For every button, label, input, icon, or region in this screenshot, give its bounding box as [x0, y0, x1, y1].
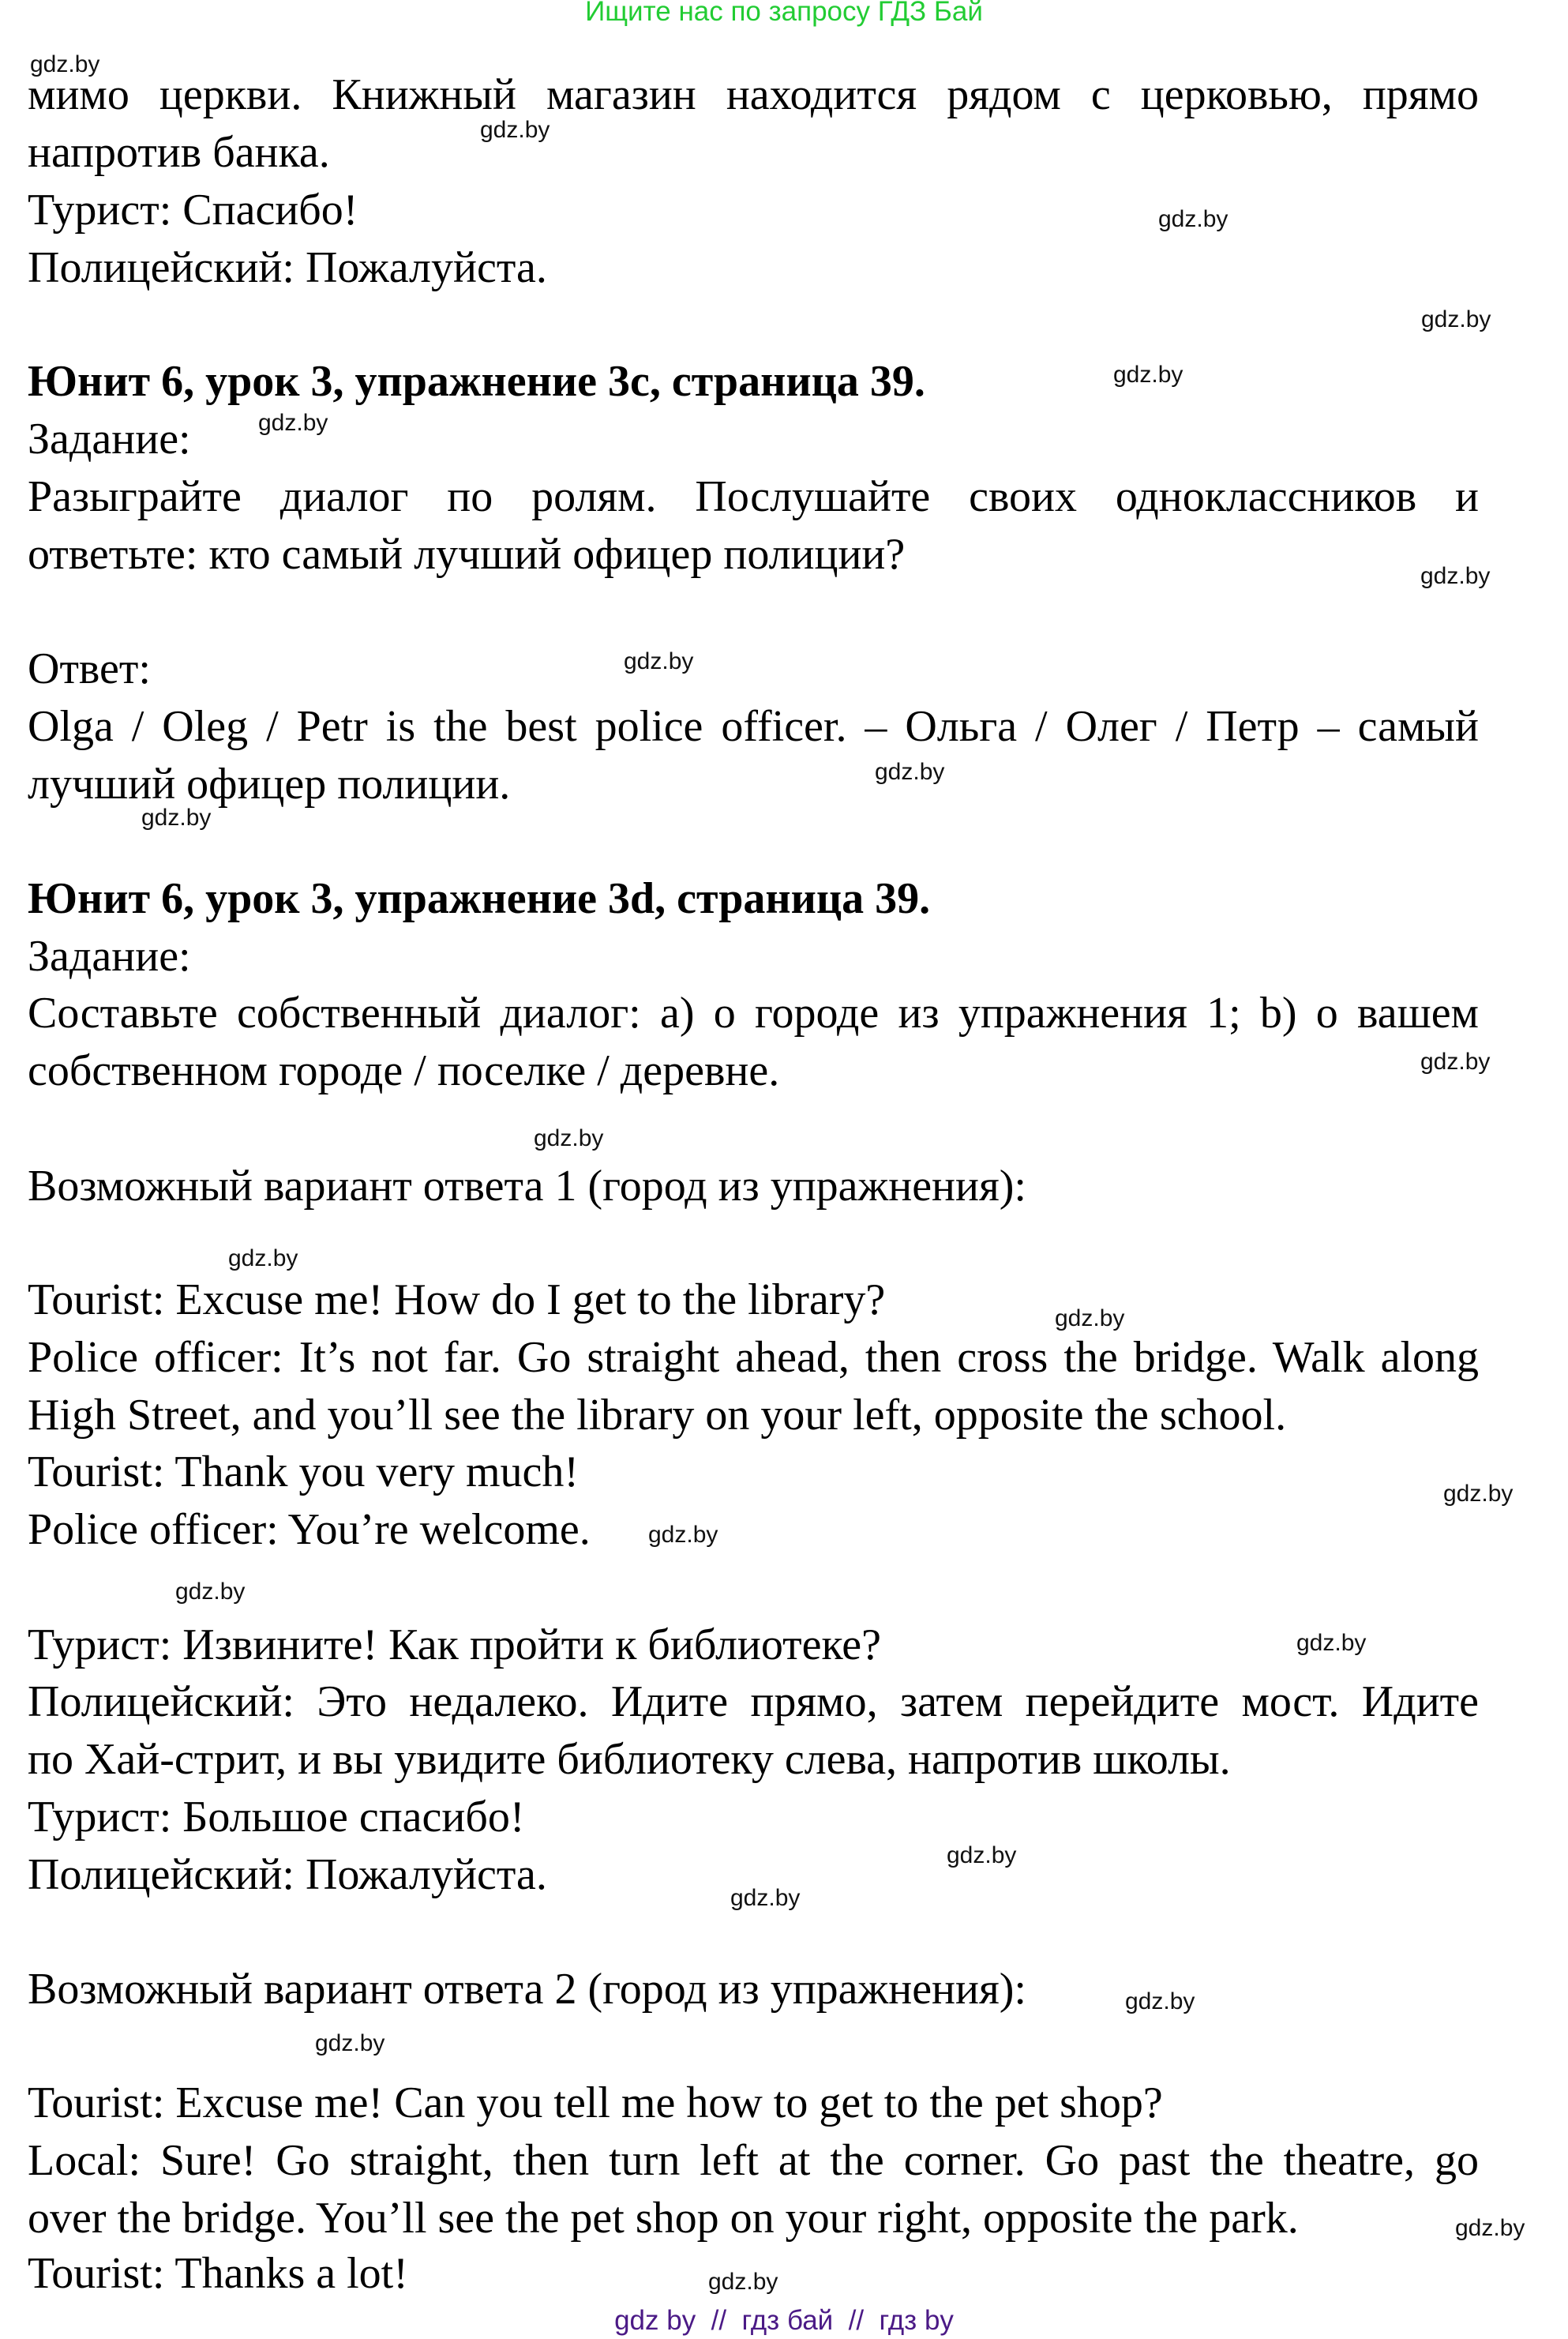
dialogue-line: Полицейский: Пожалуйста. — [28, 243, 547, 292]
watermark: gdz.by — [258, 410, 328, 436]
watermark: gdz.by — [875, 759, 945, 785]
search-banner: Ищите нас по запросу ГДЗ Бай — [585, 0, 983, 27]
dialogue-line: over the bridge. You’ll see the pet shop on your right, opposite the park. — [28, 2194, 1299, 2243]
dialogue-line: Полицейский: Пожалуйста. — [28, 1850, 547, 1899]
task-text-line: собственном городе / поселке / деревне. — [28, 1046, 780, 1095]
task-label: Задание: — [28, 932, 191, 981]
watermark: gdz.by — [1455, 2215, 1525, 2241]
watermark: gdz.by — [30, 51, 100, 77]
watermark: gdz.by — [175, 1579, 246, 1605]
watermark: gdz.by — [1443, 1481, 1514, 1507]
answer-label: Ответ: — [28, 644, 151, 693]
footer-links: gdz by // гдз бай // гдз by — [614, 2305, 954, 2336]
exercise-heading-3d: Юнит 6, урок 3, упражнение 3d, страница 39. — [28, 874, 931, 923]
watermark: gdz.by — [947, 1842, 1017, 1868]
dialogue-line: Турист: Спасибо! — [28, 186, 358, 235]
dialogue-line: по Хай-стрит, и вы увидите библиотеку слева, напротив школы. — [28, 1735, 1231, 1784]
dialogue-line: Полицейский: Это недалеко. Идите прямо, затем перейдите мост. Идите — [28, 1677, 1479, 1726]
watermark: gdz.by — [1125, 1988, 1195, 2014]
watermark: gdz.by — [1420, 1049, 1491, 1075]
dialogue-line: Tourist: Thank you very much! — [28, 1447, 580, 1496]
watermark: gdz.by — [141, 805, 212, 831]
variant-2-label: Возможный вариант ответа 2 (город из упражнения): — [28, 1965, 1026, 2014]
dialogue-line: High Street, and you’ll see the library on your left, opposite the school. — [28, 1391, 1287, 1440]
paragraph-line: напротив банка. — [28, 128, 330, 177]
exercise-heading-3c: Юнит 6, урок 3, упражнение 3c, страница 39. — [28, 357, 925, 406]
watermark: gdz.by — [480, 117, 550, 143]
watermark: gdz.by — [534, 1125, 604, 1151]
task-text-line: ответьте: кто самый лучший офицер полиции? — [28, 530, 906, 579]
variant-1-label: Возможный вариант ответа 1 (город из упражнения): — [28, 1162, 1026, 1211]
paragraph-line: мимо церкви. Книжный магазин находится рядом с церковью, прямо — [28, 70, 1479, 119]
watermark: gdz.by — [648, 1522, 718, 1548]
dialogue-line: Tourist: Excuse me! Can you tell me how to get to the pet shop? — [28, 2078, 1163, 2127]
dialogue-line: Tourist: Excuse me! How do I get to the library? — [28, 1275, 886, 1324]
watermark: gdz.by — [1421, 306, 1491, 332]
task-label: Задание: — [28, 415, 191, 464]
watermark: gdz.by — [228, 1245, 298, 1271]
dialogue-line: Турист: Большое спасибо! — [28, 1793, 525, 1842]
task-text-line: Разыграйте диалог по ролям. Послушайте своих одноклассников и — [28, 472, 1479, 521]
watermark: gdz.by — [1055, 1305, 1125, 1331]
watermark: gdz.by — [315, 2030, 385, 2056]
watermark: gdz.by — [1113, 362, 1184, 388]
dialogue-line: Tourist: Thanks a lot! — [28, 2249, 408, 2298]
watermark: gdz.by — [1158, 206, 1229, 232]
watermark: gdz.by — [1420, 563, 1491, 589]
dialogue-line: Local: Sure! Go straight, then turn left at the corner. Go past the theatre, go — [28, 2136, 1479, 2185]
watermark: gdz.by — [730, 1885, 801, 1911]
answer-text-line: Olga / Oleg / Petr is the best police officer. – Ольга / Олег / Петр – самый — [28, 702, 1479, 751]
watermark: gdz.by — [624, 648, 694, 674]
dialogue-line: Турист: Извините! Как пройти к библиотеке? — [28, 1620, 882, 1669]
watermark: gdz.by — [1296, 1630, 1367, 1656]
task-text-line: Составьте собственный диалог: a) о городе из упражнения 1; b) о вашем — [28, 989, 1479, 1038]
watermark: gdz.by — [708, 2269, 778, 2295]
dialogue-line: Police officer: It’s not far. Go straight ahead, then cross the bridge. Walk along — [28, 1333, 1479, 1382]
dialogue-line: Police officer: You’re welcome. — [28, 1505, 591, 1554]
answer-text-line: лучший офицер полиции. — [28, 760, 511, 809]
